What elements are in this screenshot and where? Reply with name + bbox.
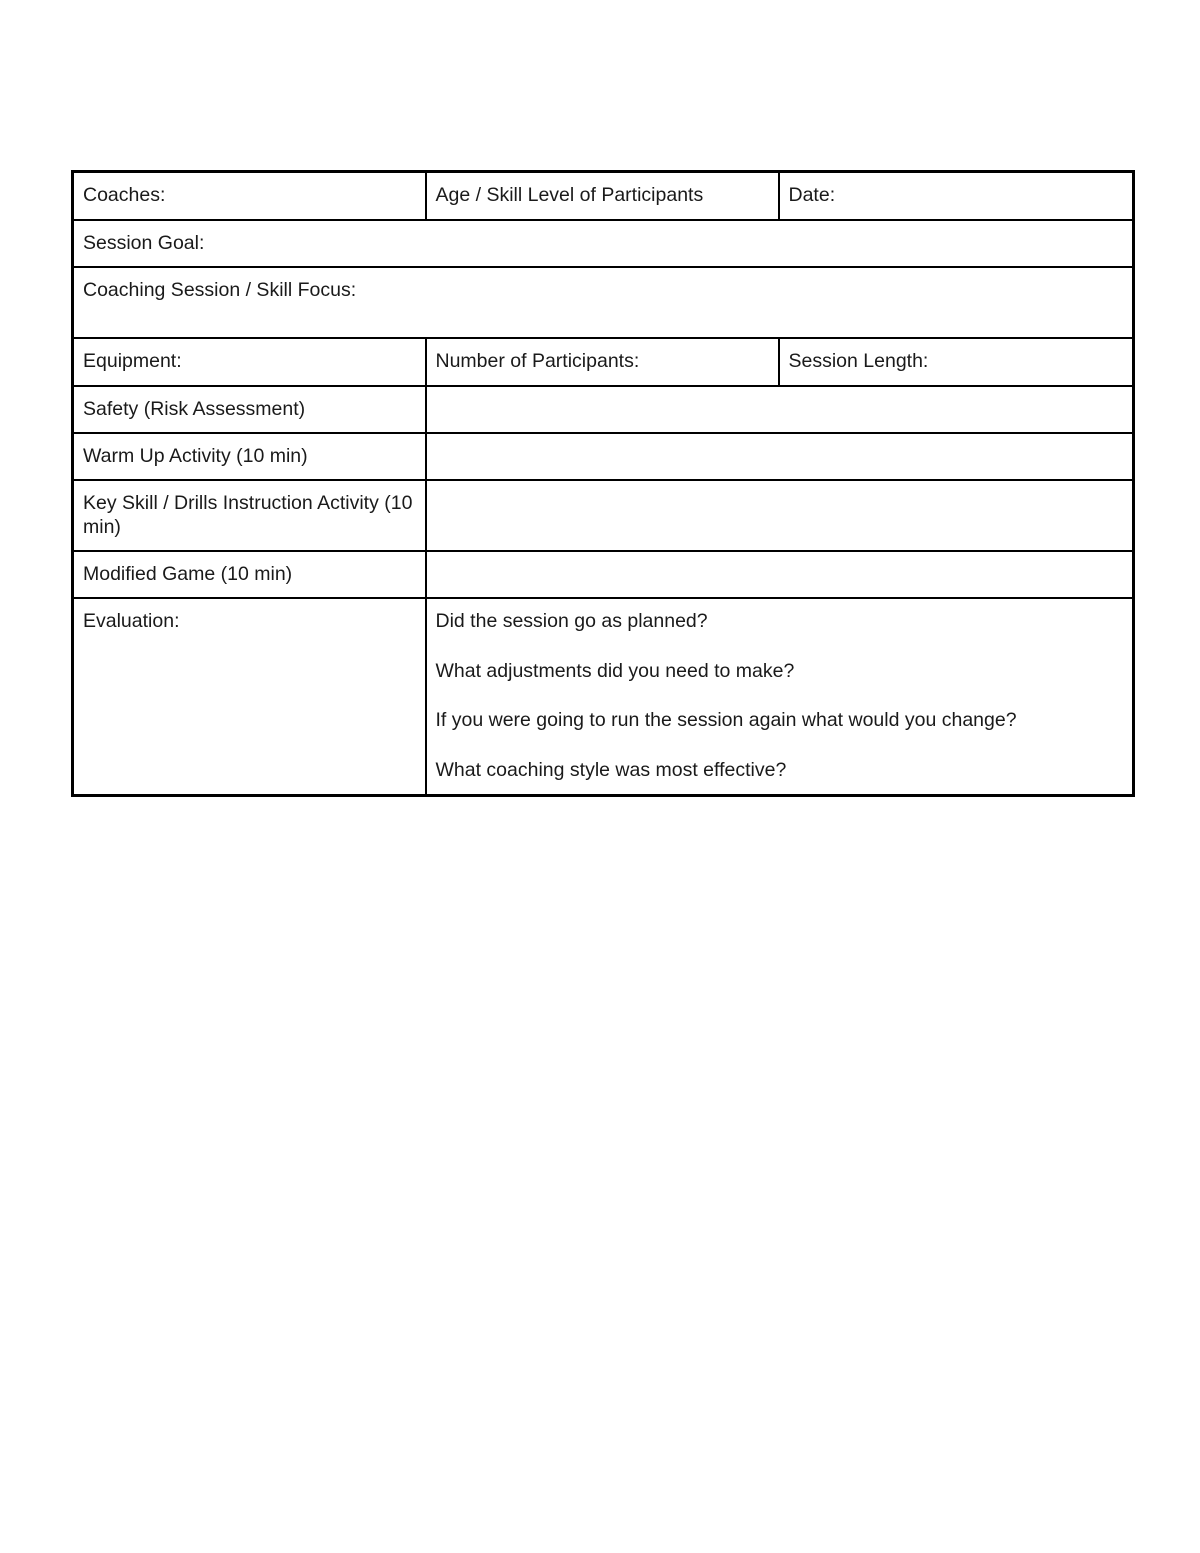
age-skill-cell[interactable]	[426, 172, 779, 221]
session-focus-label: Coaching Session / Skill Focus:	[83, 279, 357, 301]
participants-cell[interactable]	[426, 338, 779, 386]
evaluation-question: What coaching style was most effective?	[435, 758, 787, 781]
activity-label: Warm Up Activity (10 min)	[83, 445, 308, 467]
activity-row-modified-game	[73, 551, 1134, 598]
evaluation-questions-cell[interactable]	[426, 598, 1134, 796]
session-goal-row	[73, 220, 1134, 267]
activity-label: Modified Game (10 min)	[83, 563, 293, 585]
activity-value-cell[interactable]	[426, 480, 1134, 551]
equipment-cell[interactable]	[73, 338, 426, 386]
coaches-label: Coaches:	[83, 184, 166, 206]
session-length-label: Session Length:	[788, 350, 929, 372]
activity-label: Safety (Risk Assessment)	[83, 398, 306, 420]
session-length-cell[interactable]	[779, 338, 1134, 386]
equipment-label: Equipment:	[83, 350, 182, 372]
session-goal-cell[interactable]	[73, 220, 1134, 267]
coaches-cell[interactable]	[73, 172, 426, 221]
participants-label: Number of Participants:	[435, 350, 640, 372]
activity-row-key-skill	[73, 480, 1134, 551]
session-goal-label: Session Goal:	[83, 232, 205, 254]
evaluation-row	[73, 598, 1134, 796]
activity-label-cell	[73, 551, 426, 598]
activity-label-cell	[73, 480, 426, 551]
header-row	[73, 172, 1134, 221]
session-focus-row	[73, 267, 1134, 338]
activity-row-safety	[73, 386, 1134, 433]
evaluation-question: If you were going to run the session again what would you change?	[435, 709, 1017, 731]
age-skill-label: Age / Skill Level of Participants	[435, 184, 704, 206]
activity-value-cell[interactable]	[426, 551, 1134, 598]
activity-value-cell[interactable]	[426, 386, 1134, 433]
activity-label-cell	[73, 433, 426, 480]
date-label: Date:	[788, 184, 836, 206]
evaluation-label: Evaluation:	[83, 610, 180, 632]
session-focus-cell[interactable]	[73, 267, 1134, 338]
activity-label: Key Skill / Drills Instruction Activity (10 min)	[83, 492, 413, 538]
activity-label-cell	[73, 386, 426, 433]
activity-value-cell[interactable]	[426, 433, 1134, 480]
date-cell[interactable]	[779, 172, 1134, 221]
activity-row-warmup	[73, 433, 1134, 480]
logistics-row	[73, 338, 1134, 386]
session-plan-table	[71, 170, 1135, 797]
evaluation-question: What adjustments did you need to make?	[435, 659, 795, 682]
evaluation-label-cell[interactable]	[73, 598, 426, 796]
evaluation-question: Did the session go as planned?	[435, 610, 708, 632]
